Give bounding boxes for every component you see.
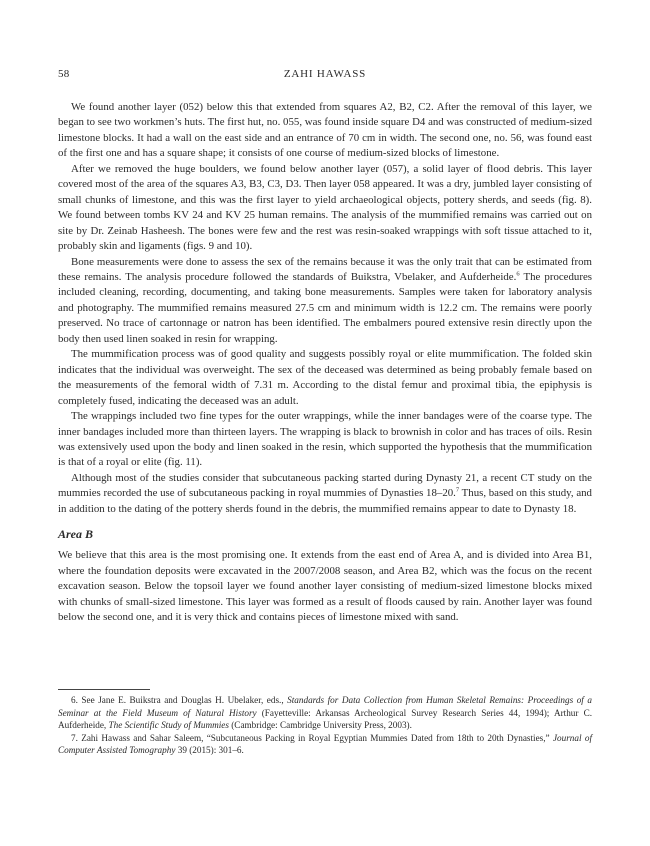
footnote-rule [58,689,150,690]
paragraph-text: Thus, based on this study, and in addition to the dating of the pottery sherds found in the debris, the mummified remains appear to date to Dynasty 18. [58,487,592,515]
paragraph-text: The procedures included cleaning, recording, documenting, and taking bone measurements. Samples were taken for laboratory analysis and photography. The mummified remains measured 27.5 cm and minimum width is 12.2 cm. The remains were poorly preserved. No trace of cartonnage or natron has been identified. The embalmers poured extensive resin directly upon the body then used linen soaked in resin for wrapping. [58,270,592,345]
footnote-title: Standards for Data Collection from Human Skeletal Remains: Proceedings of a Seminar at the Field Museum of Natural History [58,695,592,718]
paragraph-mummification-process: The mummification process was of good quality and suggests possibly royal or elite mummification. The folded skin indicates that the individual was overweight. The sex of the deceased was determined as being probably female based on the measurements of the femoral width of 7.31 m. According to the distal femur and proximal tibia, the epiphysis is completely fused, indicating the deceased was an adult. [58,348,592,407]
footnotes [58,694,592,757]
section-heading-area-b: Area B [58,527,94,542]
footnote-7 [58,732,592,757]
paragraph-area-b: We believe that this area is the most promising one. It extends from the east end of Area A, and is divided into Area B1, where the foundation deposits were excavated in the 2007/2008 season, and Area B2, which was the focus on the recent excavation season. Below the topsoil layer we found another layer consisting of medium-sized limestone blocks mixed with chunks of small-sized limestone. This layer was formed as a result of floods caused by rain. Another layer was found below the second one, and it is very thick and contains pieces of limestone mixed with sand. [58,549,592,624]
paragraph-text: Bone measurements were done to assess the sex of the remains because it was the only trait that can be estimated from these remains. The analysis procedure followed the standards of Buikstra, Vbelaker, and Aufderheide. [58,255,592,283]
footnote-text: 6. See Jane E. Buikstra and Douglas H. Ubelaker, eds., [71,695,288,705]
paragraph-wrappings: The wrappings included two fine types for the outer wrappings, while the inner bandages were of the coarse type. The inner bandages included more than thirteen layers. The wrapping is black to brownish in color and has traces of oils. Resin was extensively used upon the body and linen soaked in the resin, which supported the hypothesis that the mummification is that of a royal or elite (fig. 11). [58,410,592,469]
footnote-6 [58,694,592,732]
footnote-text: (Fayetteville: Arkansas Archeological Survey Research Series 44, 1994); Arthur C. Aufderheide, [58,707,593,731]
running-head [58,68,592,80]
footnote-text: (Cambridge: Cambridge University Press, 2003). [228,720,412,731]
paragraph-subcutaneous-packing [58,471,592,517]
paragraph-text: Although most of the studies consider that subcutaneous packing started during Dynasty 21, a recent CT study on the mummies recorded the use of subcutaneous packing in royal mummies of Dynasties 18–20. [58,471,592,500]
running-title: ZAHI HAWASS [283,68,367,80]
body-text [58,100,592,626]
footnote-text: 7. Zahi Hawass and Sahar Saleem, “Subcutaneous Packing in Royal Egyptian Mummies Dated from 18th to 20th Dynasties,” [71,732,553,743]
footnote-ref-6: 6 [516,270,520,278]
footnote-journal: Journal of Computer Assisted Tomography [58,732,592,756]
footnote-text: 39 (2015): 301–6. [175,745,244,756]
paragraph-layer-057: After we removed the huge boulders, we found below another layer (057), a solid layer of flood debris. This layer covered most of the area of the squares A3, B3, C3, D3. Then layer 058 appeared. It was a dry, jumbled layer consisting of small chunks of limestone, and this was the first layer to yield archaeological objects, pottery sherds, and seeds (fig. 8). We found between tombs KV 24 and KV 25 human remains. The analysis of the mummified remains was carried out on site by Dr. Zeinab Hasheesh. The bones were few and the rest was resin-soaked wrappings with soft tissue attached to it, probably skin and ligaments (figs. 9 and 10). [58,162,592,253]
paragraph-bone-measurements [58,255,592,348]
footnote-title: The Scientific Study of Mummies [108,720,229,731]
page-number: 58 [58,68,70,80]
paragraph-huts: We found another layer (052) below this that extended from squares A2, B2, C2. After the removal of this layer, we began to see two workmen’s huts. The first hut, no. 055, was found inside square D4 and was constructed of medium-sized limestone blocks. It had a wall on the east side and an entrance of 70 cm in width. The second one, no. 56, was found east of the first one and has a square shape; it consists of one course of medium-sized blocks of limestone. [58,101,592,160]
footnote-ref-7: 7 [455,486,460,494]
